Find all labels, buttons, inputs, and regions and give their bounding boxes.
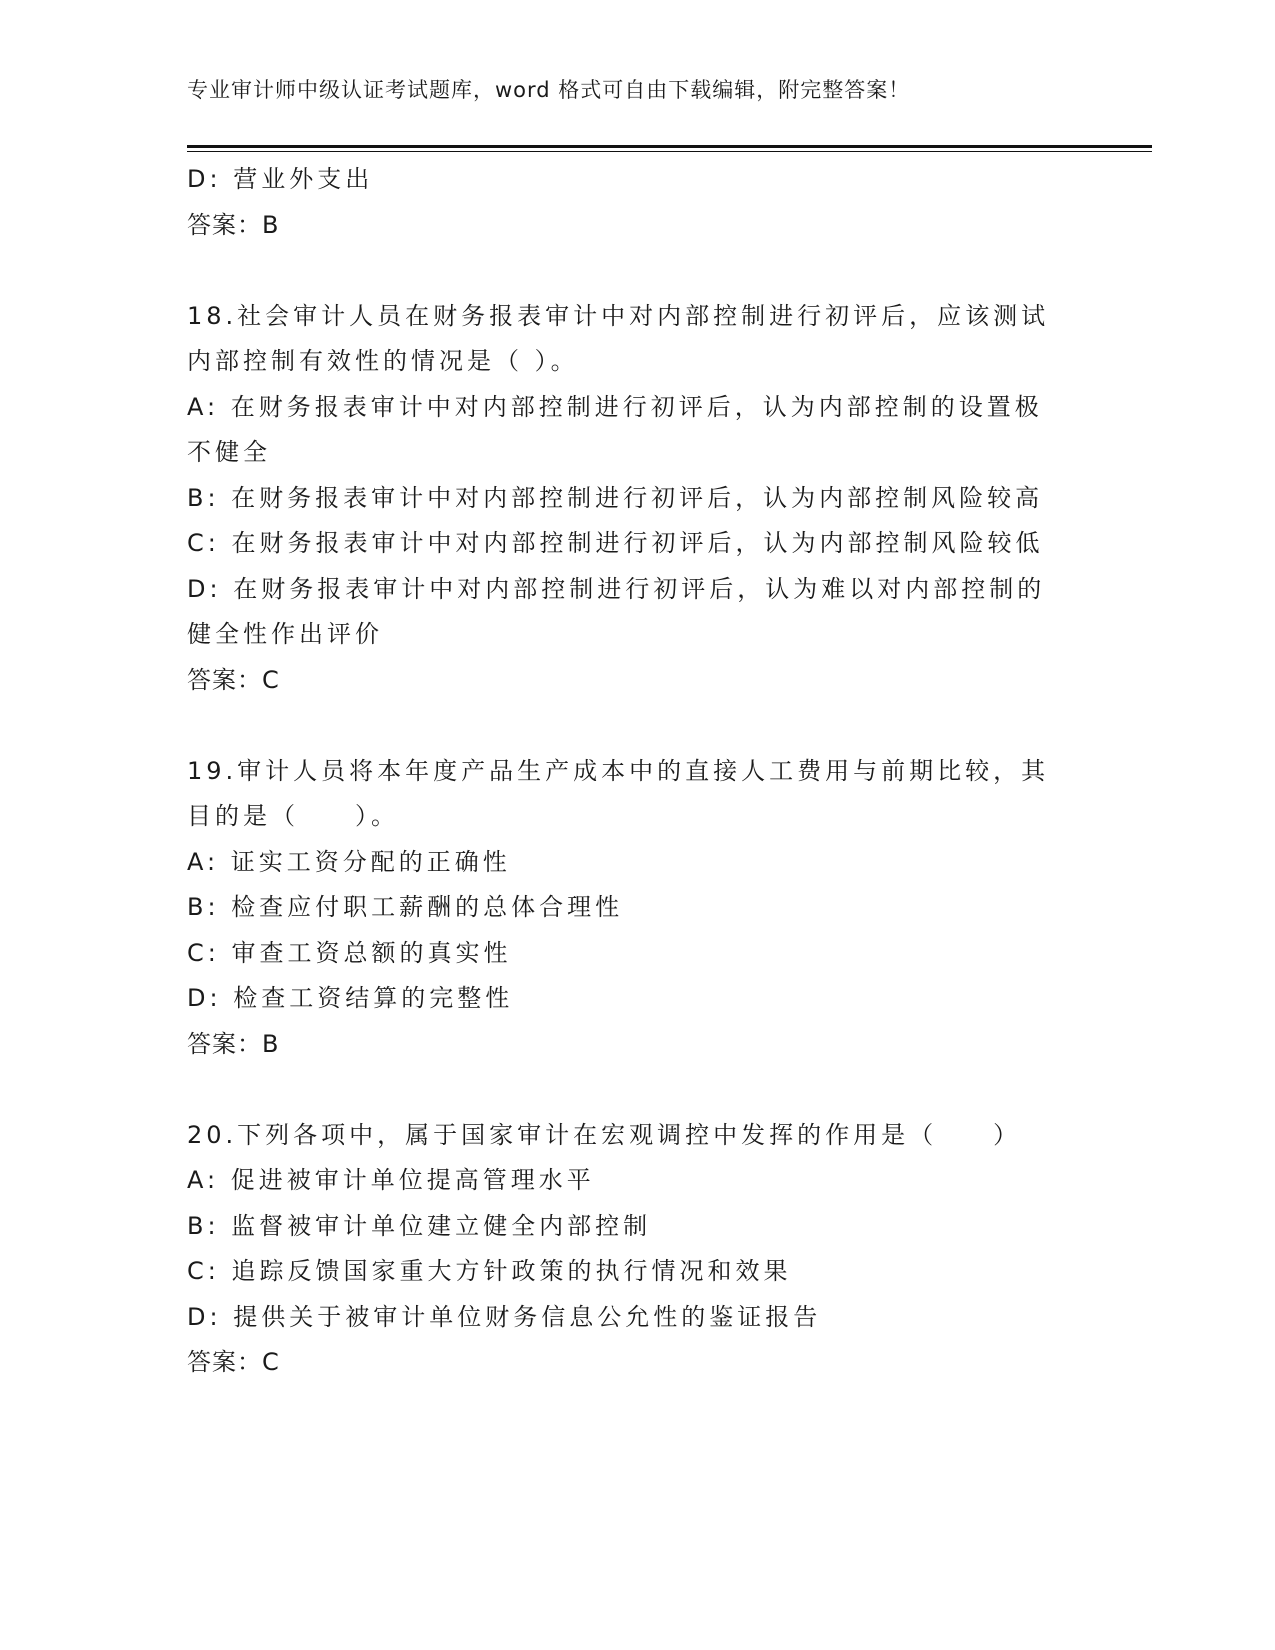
option-a-continued: 不健全: [187, 438, 271, 466]
question-stem-line: 内部控制有效性的情况是（ ）。: [187, 347, 579, 375]
header-rule-thick: [187, 145, 1152, 148]
answer: 答案：C: [187, 665, 280, 694]
spacer: [187, 703, 1087, 749]
question-18: [187, 294, 1087, 704]
option-d: D: 在财务报表审计中对内部控制进行初评后，认为难以对内部控制的: [187, 574, 1046, 603]
prev-option-d: D: 营业外支出: [187, 165, 374, 193]
question-stem-line: 19.审计人员将本年度产品生产成本中的直接人工费用与前期比较，其: [187, 756, 1050, 785]
option-d-continued: 健全性作出评价: [187, 620, 383, 648]
option-b: B: 在财务报表审计中对内部控制进行初评后，认为内部控制风险较高: [187, 483, 1044, 512]
spacer: [187, 248, 1087, 294]
page-header: 专业审计师中级认证考试题库，word 格式可自由下载编辑，附完整答案！: [187, 78, 911, 102]
option-a: A: 证实工资分配的正确性: [187, 847, 511, 876]
question-19: [187, 749, 1087, 1068]
option-a: A: 在财务报表审计中对内部控制进行初评后，认为内部控制的设置极: [187, 392, 1043, 421]
option-b: B: 检查应付职工薪酬的总体合理性: [187, 893, 624, 921]
answer: 答案：C: [187, 1348, 280, 1376]
option-c: C: 审查工资总额的真实性: [187, 938, 512, 967]
option-b: B: 监督被审计单位建立健全内部控制: [187, 1211, 652, 1240]
answer: 答案：B: [187, 1029, 280, 1058]
question-20: [187, 1113, 1087, 1386]
question-stem-line: 目的是（ ）。: [187, 802, 399, 830]
question-stem-line: 18.社会审计人员在财务报表审计中对内部控制进行初评后，应该测试: [187, 301, 1050, 330]
option-d: D: 检查工资结算的完整性: [187, 984, 514, 1012]
option-c: C: 追踪反馈国家重大方针政策的执行情况和效果: [187, 1257, 792, 1285]
question-stem-line: 20.下列各项中，属于国家审计在宏观调控中发挥的作用是（ ）: [187, 1120, 1022, 1149]
option-a: A: 促进被审计单位提高管理水平: [187, 1166, 595, 1194]
spacer: [187, 1067, 1087, 1113]
option-d: D: 提供关于被审计单位财务信息公允性的鉴证报告: [187, 1302, 822, 1331]
prev-answer: 答案：B: [187, 210, 280, 239]
option-c: C: 在财务报表审计中对内部控制进行初评后，认为内部控制风险较低: [187, 529, 1044, 557]
question-content: [187, 157, 1087, 1386]
header-rule-thin: [187, 151, 1152, 152]
